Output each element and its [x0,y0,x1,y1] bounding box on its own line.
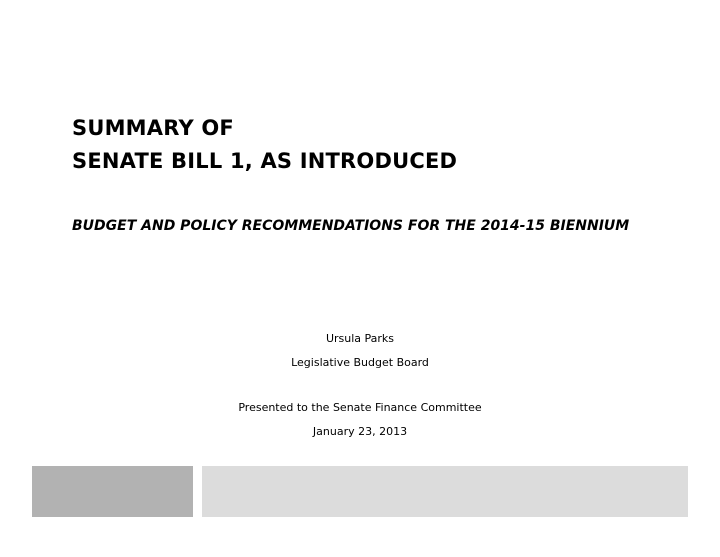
presenter-info [0,331,720,440]
title-line-2: SENATE BILL 1, AS INTRODUCED [72,149,458,173]
slide-subtitle: BUDGET AND POLICY RECOMMENDATIONS FOR THE 2014-15 BIENNIUM [72,218,630,234]
slide-title [72,112,692,178]
presented-to: Presented to the Senate Finance Committee [238,401,482,414]
footer-bar-right [202,466,688,517]
presenter-organization: Legislative Budget Board [291,356,429,369]
presentation-date: January 23, 2013 [312,425,408,438]
presenter-name: Ursula Parks [325,332,395,345]
title-line-1: SUMMARY OF [72,116,234,140]
footer-bar-left [32,466,193,517]
